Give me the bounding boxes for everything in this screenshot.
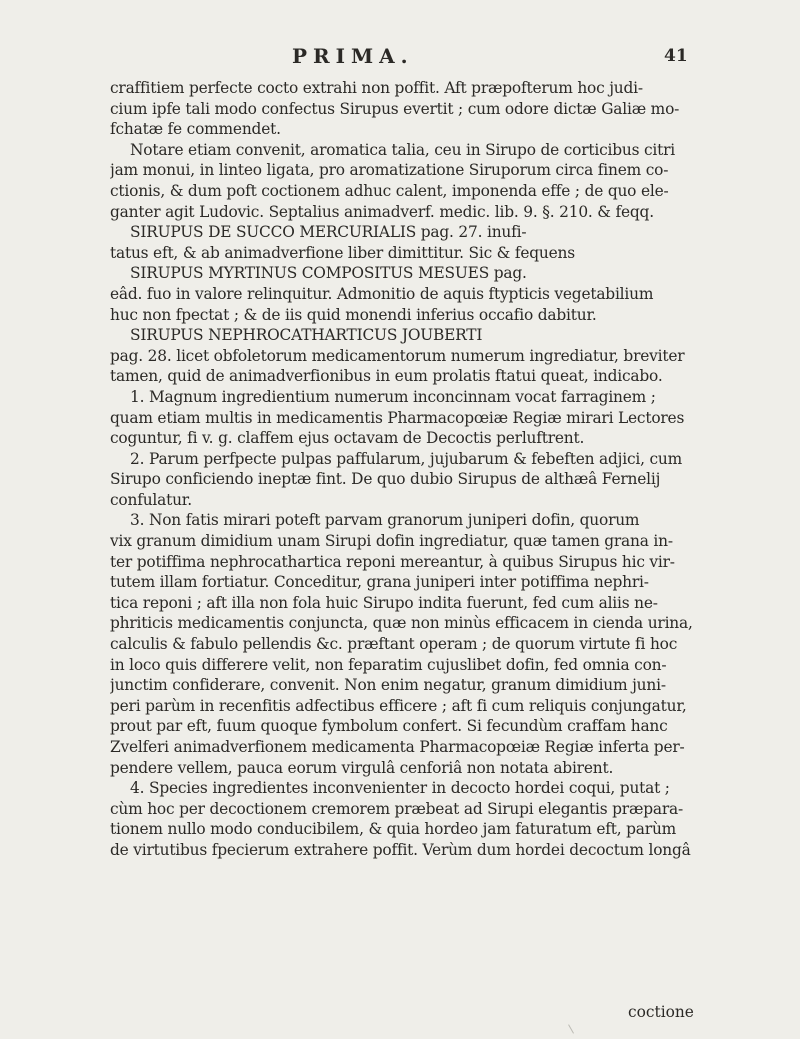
text-line: cùm hoc per decoctionem cremorem præbeat ad Sirupi elegantis præpara- [110,799,683,818]
text-line: cium ipfe tali modo confectus Sirupus evertit ; cum odore dictæ Galiæ mo- [110,99,680,118]
page-number: 41 [664,46,688,66]
text-line: eâd. fuo in valore relinquitur. Admonitio de aquis ftypticis vegetabilium [110,284,654,303]
text-line: 4. Species ingredientes inconvenienter in decocto hordei coqui, putat ; [130,779,670,798]
text-line: phriticis medicamentis conjuncta, quæ non minùs efficacem in cienda urina, [110,614,693,633]
body-text [110,78,706,861]
catchword: coctione [628,1003,694,1021]
text-line: ganter agit Ludovic. Septalius animadverf. medic. lib. 9. §. 210. & feqq. [110,202,654,221]
text-line: Sirupo conficiendo ineptæ fint. De quo dubio Sirupus de althæâ Fernelij [110,470,661,489]
text-line: 1. Magnum ingredientium numerum inconcinnam vocat farraginem ; [130,387,656,406]
text-line: tionem nullo modo conducibilem, & quia hordeo jam faturatum eft, parùm [110,820,677,839]
text-line: calculis & fabulo pellendis &c. præftant operam ; de quorum virtute fi hoc [110,635,678,654]
text-line: quam etiam multis in medicamentis Pharmacopœiæ Regiæ mirari Lectores [110,408,685,427]
text-line: ctionis, & dum poft coctionem adhuc calent, imponenda effe ; de quo ele- [110,181,669,200]
text-line: confulatur. [110,490,192,509]
text-line: SIRUPUS NEPHROCATHARTICUS JOUBERTI [130,326,483,345]
text-line: fchatæ fe commendet. [110,120,281,139]
text-line: Notare etiam convenit, aromatica talia, ceu in Sirupo de corticibus citri [130,140,675,159]
text-line: junctim confiderare, convenit. Non enim negatur, granum dimidium juni- [110,676,666,695]
text-line: tica reponi ; aft illa non fola huic Sirupo indita fuerunt, fed cum aliis ne- [110,593,658,612]
text-line: tamen, quid de animadverfionibus in eum prolatis ftatui queat, indicabo. [110,367,663,386]
text-line: 3. Non fatis mirari poteft parvam granorum juniperi dofin, quorum [130,511,640,530]
text-line: tutem illam fortiatur. Conceditur, grana juniperi inter potiffima nephri- [110,573,649,592]
text-line: SIRUPUS MYRTINUS COMPOSITUS MESUES pag. [130,264,527,283]
text-line: vix granum dimidium unam Sirupi dofin ingrediatur, quæ tamen grana in- [110,532,673,551]
text-line: peri parùm in recenfitis adfectibus efficere ; aft fi cum reliquis conjungatur, [110,696,687,715]
running-head-title: PRIMA. [292,44,414,68]
text-line: 2. Parum perfpecte pulpas paffularum, jujubarum & febeften adjici, cum [130,449,683,468]
text-line: tatus eft, & ab animadverfione liber dimittitur. Sic & fequens [110,243,575,262]
running-head [0,44,800,72]
text-line: in loco quis differere velit, non feparatim cujuslibet dofin, fed omnia con- [110,655,667,674]
text-line: craffitiem perfecte cocto extrahi non poffit. Aft præpofterum hoc judi- [110,79,643,97]
text-line: coguntur, fi v. g. claffem ejus octavam de Decoctis perluftrent. [110,429,585,448]
text-line: ter potiffima nephrocathartica reponi mereantur, à quibus Sirupus hic vir- [110,552,675,571]
text-line: SIRUPUS DE SUCCO MERCURIALIS pag. 27. inufi- [130,223,527,242]
page-mark [568,1020,581,1033]
text-line: jam monui, in linteo ligata, pro aromatizatione Siruporum circa finem co- [110,161,669,180]
text-line: pag. 28. licet obfoletorum medicamentorum numerum ingrediatur, breviter [110,346,685,365]
text-line: Zvelferi animadverfionem medicamenta Pharmacopœiæ Regiæ inferta per- [110,738,685,756]
text-line: pendere vellem, pauca eorum virgulâ cenforiâ non notata abirent. [110,758,614,777]
text-line: huc non fpectat ; & de iis quid monendi inferius occafio dabitur. [110,305,597,324]
text-line: prout par eft, fuum quoque fymbolum confert. Si fecundùm craffam hanc [110,717,668,736]
text-line: de virtutibus fpecierum extrahere poffit. Verùm dum hordei decoctum longâ [110,840,691,859]
